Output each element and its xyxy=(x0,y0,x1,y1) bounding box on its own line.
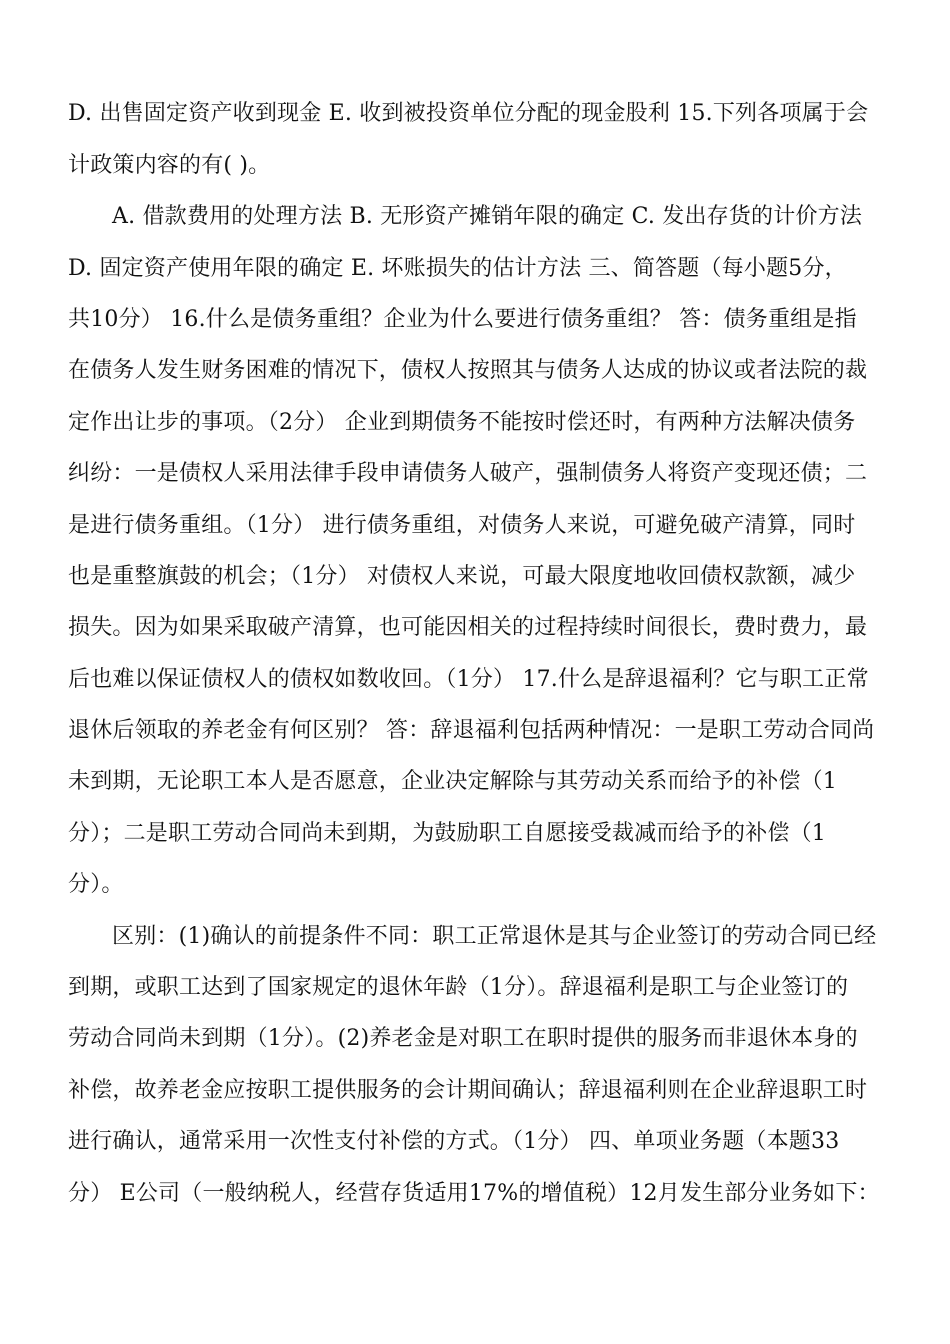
text-line: 退休后领取的养老金有何区别？ 答：辞退福利包括两种情况：一是职工劳动合同尚 xyxy=(68,718,875,743)
text-line: 未到期，无论职工本人是否愿意，企业决定解除与其劳动关系而给予的补偿（1 xyxy=(68,769,837,794)
text-line: 分）。 xyxy=(68,872,124,897)
text-line: 共10分） 16.什么是债务重组？企业为什么要进行债务重组？ 答：债务重组是指 xyxy=(68,307,857,332)
text-line: 劳动合同尚未到期（1分）。(2)养老金是对职工在职时提供的服务而非退休本身的 xyxy=(68,1026,858,1051)
text-line: 分）；二是职工劳动合同尚未到期，为鼓励职工自愿接受裁减而给予的补偿（1 xyxy=(68,821,826,846)
text-line: 定作出让步的事项。（2分） 企业到期债务不能按时偿还时，有两种方法解决债务 xyxy=(68,410,856,435)
text-line: 到期，或职工达到了国家规定的退休年龄（1分）。辞退福利是职工与企业签订的 xyxy=(68,975,849,1000)
text-line: 也是重整旗鼓的机会；（1分） 对债权人来说，可最大限度地收回债权款额，减少 xyxy=(68,564,856,589)
text-line: A. 借款费用的处理方法 B. 无形资产摊销年限的确定 C. 发出存货的计价方法 xyxy=(112,204,863,229)
text-line: 在债务人发生财务困难的情况下，债权人按照其与债务人达成的协议或者法院的裁 xyxy=(68,358,868,383)
text-line: 是进行债务重组。（1分） 进行债务重组，对债务人来说，可避免破产清算，同时 xyxy=(68,513,856,538)
text-line: D. 出售固定资产收到现金 E. 收到被投资单位分配的现金股利 15.下列各项属于会 xyxy=(68,101,869,126)
text-line: D. 固定资产使用年限的确定 E. 坏账损失的估计方法 三、简答题（每小题5分， xyxy=(68,256,847,281)
text-line: 补偿，故养老金应按职工提供服务的会计期间确认；辞退福利则在企业辞退职工时 xyxy=(68,1078,868,1103)
text-line: 后也难以保证债权人的债权如数收回。（1分） 17.什么是辞退福利？它与职工正常 xyxy=(68,667,869,692)
text-line: 区别：(1)确认的前提条件不同：职工正常退休是其与企业签订的劳动合同已经 xyxy=(112,924,877,949)
text-line: 纠纷：一是债权人采用法律手段申请债务人破产，强制债务人将资产变现还债；二 xyxy=(68,461,868,486)
text-line: 进行确认，通常采用一次性支付补偿的方式。（1分） 四、单项业务题（本题33 xyxy=(68,1129,840,1154)
text-line: 损失。因为如果采取破产清算，也可能因相关的过程持续时间很长，费时费力，最 xyxy=(68,615,868,640)
text-line: 计政策内容的有( )。 xyxy=(68,153,271,178)
text-line: 分） E公司（一般纳税人，经营存货适用17%的增值税）12月发生部分业务如下： xyxy=(68,1181,880,1206)
